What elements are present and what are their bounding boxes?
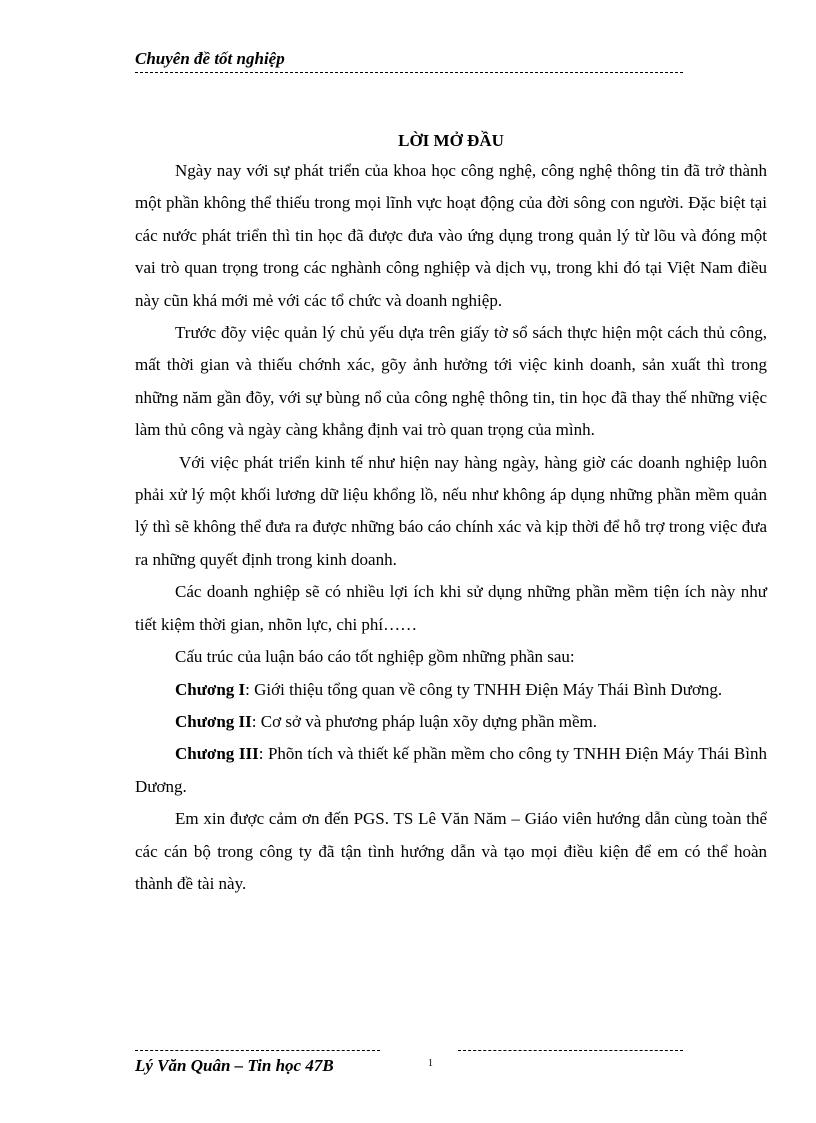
page-footer: Lý Văn Quân – Tin học 47B — [135, 1056, 334, 1075]
chapter-1-text: : Giới thiệu tổng quan về công ty TNHH Điện Máy Thái Bình Dương. — [245, 679, 723, 699]
chapter-1 — [135, 674, 767, 706]
header-title: Chuyên đề tốt nghiệp — [135, 49, 285, 68]
paragraph-acknowledgement: Em xin được cảm ơn đến PGS. TS Lê Văn Năm – Giáo viên hướng dẫn cùng toàn thể các cán bộ trong công ty đã tận tình hướng dẫn và tạo mọi điều kiện để em có thể hoàn thành đề tài này. — [135, 809, 767, 893]
chapter-3 — [135, 738, 767, 803]
chapter-3-label: Chương III — [175, 744, 259, 764]
page-header — [135, 48, 683, 73]
paragraph-history: Trước đõy việc quản lý chủ yếu dựa trên giấy tờ sổ sách thực hiện một cách thủ công, mất thời gian và thiếu chớnh xác, gõy ảnh hưởng tới việc kinh doanh, sản xuất thì trong những năm gần đõy, với sự bùng nổ của công nghệ thông tin, tin học đã thay thế những việc làm thủ công và ngày càng khẳng định vai trò quan trọng của mình. — [135, 323, 767, 440]
chapter-2-text: : Cơ sở và phương pháp luận xõy dựng phần mềm. — [251, 711, 598, 731]
footer-divider-left — [135, 1050, 380, 1051]
paragraph-economy: Với việc phát triển kinh tế như hiện nay hàng ngày, hàng giờ các doanh nghiệp luôn phải xử lý một khối lương dữ liệu khổng lồ, nếu như không áp dụng những phần mềm quản lý thì sẽ không thể đưa ra được những báo cáo chính xác và kịp thời để hỗ trợ trong việc đưa ra những quyết định trong kinh doanh. — [135, 452, 767, 569]
page-number: 1 — [428, 1058, 433, 1069]
paragraph-benefits: Các doanh nghiệp sẽ có nhiều lợi ích khi sử dụng những phần mềm tiện ích này như tiết kiệm thời gian, nhõn lực, chi phí…… — [135, 582, 767, 634]
chapter-2-label: Chương II — [175, 711, 252, 731]
chapter-2 — [135, 706, 767, 738]
chapter-3-text: : Phõn tích và thiết kế phần mềm cho công ty TNHH Điện Máy Thái Bình Dương. — [135, 744, 767, 796]
paragraph-intro: Ngày nay với sự phát triển của khoa học công nghệ, công nghệ thông tin đã trở thành một phần không thể thiếu trong mọi lĩnh vực hoạt động của đời sông con người. Đặc biệt tại các nước phát triển thì tin học đã được đưa vào ứng dụng trong quản lý từ lõu và đóng một vai trò quan trọng trong các nghành công nghiệp và dịch vụ, trong khi đó tại Việt Nam điều này cũn khá mới mẻ với các tổ chức và doanh nghiệp. — [135, 161, 767, 310]
paragraph-structure: Cấu trúc của luận báo cáo tốt nghiệp gồm những phần sau: — [175, 647, 575, 667]
footer-divider-right — [458, 1050, 683, 1051]
section-title: LỜI MỞ ĐẦU — [398, 131, 504, 150]
document-body — [135, 130, 767, 900]
chapter-1-label: Chương I — [175, 679, 246, 699]
